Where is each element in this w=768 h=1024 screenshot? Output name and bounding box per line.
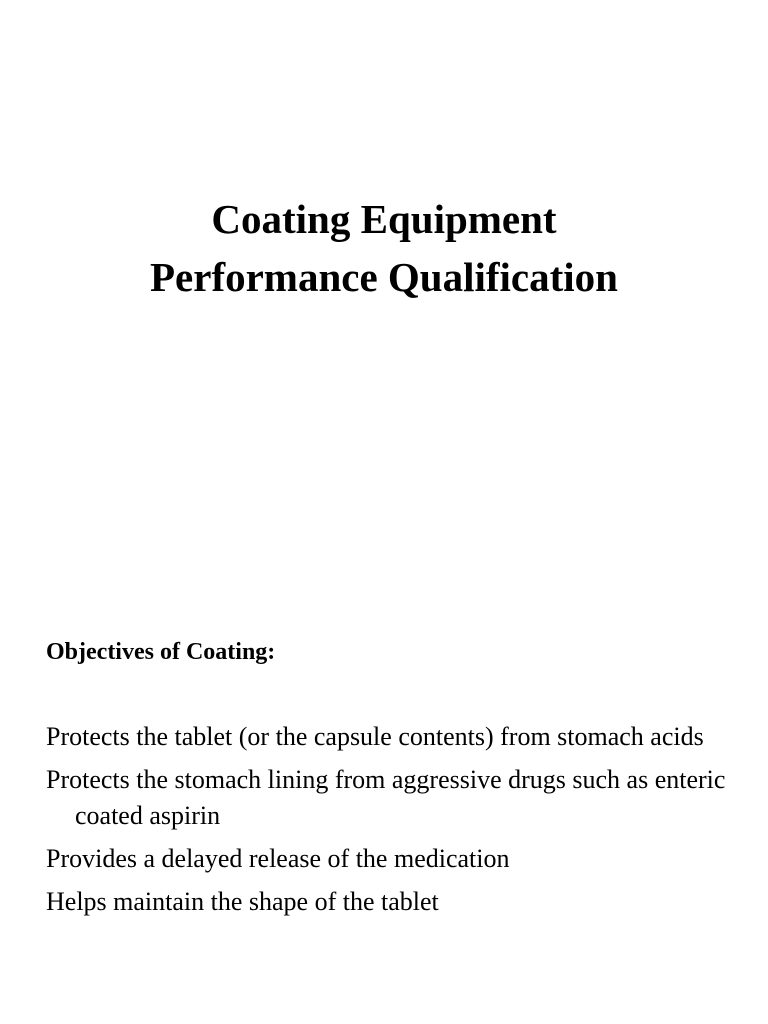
title-line-1: Coating Equipment [211,196,557,242]
objective-item: Protects the stomach lining from aggressive drugs such as enteric coated aspirin [46,765,726,830]
objectives-heading: Objectives of Coating: [46,639,276,665]
objectives-list [46,719,746,927]
slide-title [0,190,768,306]
objective-item: Helps maintain the shape of the tablet [46,887,439,916]
title-line-2: Performance Qualification [150,254,618,300]
objective-item: Protects the tablet (or the capsule contents) from stomach acids [46,722,704,751]
objective-item: Provides a delayed release of the medication [46,844,510,873]
